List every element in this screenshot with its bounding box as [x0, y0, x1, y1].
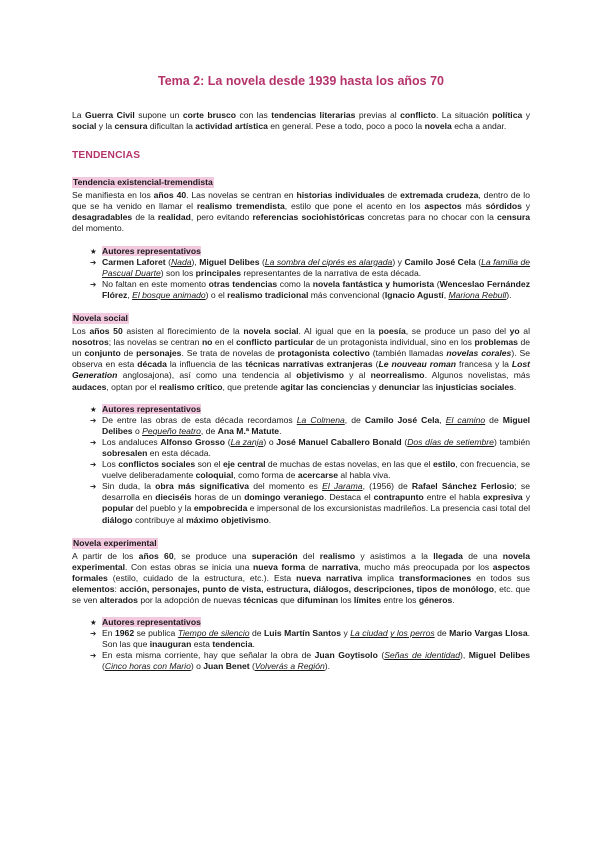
text-run: o: [132, 425, 143, 436]
section-heading: Tendencia existencial-tremendista: [73, 177, 213, 188]
bold-term: tendencia: [212, 639, 253, 650]
text-run: (: [377, 650, 385, 661]
section-body: [72, 190, 530, 234]
text-run: y asistimos a la: [355, 550, 434, 561]
bold-term: conjunto: [84, 348, 121, 359]
bold-term: novela experimental: [72, 550, 530, 572]
book-title: El camino: [445, 414, 486, 425]
text-run: dificultan la: [147, 121, 196, 132]
text-run: que: [277, 595, 298, 605]
text-run: Los: [102, 459, 119, 470]
text-run: De entre las obras de esta década recordamos: [102, 414, 297, 425]
text-run: (también llamadas: [369, 348, 447, 359]
text-run: concretas para no chocar con la: [364, 212, 498, 223]
section-tremendista: [72, 162, 530, 301]
emphasis-term: novelas corales: [446, 348, 512, 359]
text-run: , se produce un paso del: [405, 326, 510, 337]
bold-term: neorrealismo: [370, 370, 425, 381]
bold-term: técnicas: [243, 595, 278, 605]
list-item: [90, 481, 530, 525]
book-title: Volverás a Región: [254, 661, 325, 672]
text-run: en el: [212, 337, 237, 348]
text-run: previas al: [355, 110, 401, 120]
list-item: [90, 257, 530, 279]
bold-term: 1962: [114, 628, 135, 639]
text-run: , pero evitando: [190, 212, 253, 223]
text-run: ,: [439, 414, 446, 425]
bold-term: Camilo José Cela: [404, 256, 476, 267]
bold-term: novela fantástica y humorista: [312, 278, 435, 289]
text-run: ; se desarrolla en: [102, 481, 531, 503]
text-run: (: [401, 436, 408, 447]
section-heading: Novela social: [73, 313, 128, 324]
text-run: e impersonal de los excursionistas madrileños. La presencia casi total del: [247, 503, 531, 514]
text-run: . Con estas obras se inicia una: [125, 561, 254, 572]
text-run: implica: [362, 572, 399, 583]
text-run: francesa y la: [456, 359, 512, 370]
bold-term: Juan Goytisolo: [314, 650, 378, 661]
bold-term: conflicto particular: [236, 337, 314, 348]
text-run: .: [452, 595, 455, 605]
bold-term: aspectos: [424, 201, 462, 212]
bold-term: técnicas narrativas extranjeras: [245, 359, 373, 370]
text-run: En: [102, 628, 115, 639]
text-run: de: [305, 561, 322, 572]
book-title: La Colmena: [296, 414, 345, 425]
text-run: (: [102, 661, 105, 672]
bold-term: objetivismo: [296, 370, 344, 381]
text-run: por la adopción de nuevas: [137, 595, 244, 605]
bold-term: censura: [497, 212, 530, 223]
bold-term: conflictos sociales: [118, 459, 196, 470]
text-run: (estilo, cuidado de la estructura, etc.). Esta: [107, 572, 297, 583]
text-run: representantes de la narrativa de esta década.: [241, 267, 422, 278]
text-run: entre los: [381, 595, 419, 605]
text-run: A partir de los: [72, 550, 139, 561]
text-run: del momento es: [249, 481, 323, 492]
text-run: del momento.: [72, 223, 125, 234]
text-run: de: [384, 190, 401, 201]
bold-term: historias individuales: [296, 190, 385, 201]
bold-term: Juan Benet: [203, 661, 250, 672]
bold-term: acción, personajes, punto de vista, estructura, diálogos, descripciones, tipos de monólogo: [119, 583, 495, 594]
text-run: con las: [236, 110, 272, 120]
text-run: de: [120, 348, 137, 359]
section-body: [72, 551, 530, 606]
text-run: (: [475, 256, 482, 267]
text-run: , se produce una: [173, 550, 252, 561]
bold-term: audaces: [72, 381, 107, 392]
bold-term: contrapunto: [373, 492, 424, 503]
section-heading: Novela experimental: [73, 537, 157, 548]
text-run: , de: [344, 414, 365, 425]
book-title: La zanja: [230, 436, 264, 447]
bold-term: tendencias literarias: [271, 110, 356, 120]
section-body: [72, 326, 530, 393]
bold-term: no: [201, 337, 213, 348]
authors-list: [72, 404, 530, 526]
bold-term: nueva narrativa: [296, 572, 363, 583]
text-run: , mucho más preocupada por los: [358, 561, 493, 572]
book-title: Nada: [170, 256, 192, 267]
bold-term: eje central: [222, 459, 266, 470]
text-run: . Al igual que en la: [298, 326, 379, 337]
bold-term: elementos: [72, 583, 115, 594]
text-run: , como forma de: [233, 470, 298, 481]
bold-term: novela: [424, 121, 452, 132]
text-run: (: [249, 661, 255, 672]
bold-term: novela social: [243, 326, 299, 337]
text-run: , optan por el: [106, 381, 159, 392]
text-run: y: [522, 492, 531, 503]
book-title: El Jarama: [322, 481, 363, 492]
bold-term: Camilo José Cela: [364, 414, 440, 425]
text-run: No faltan en este momento: [102, 278, 209, 289]
bold-term: censura: [114, 121, 148, 132]
text-run: .: [268, 514, 272, 525]
text-run: Sin duda, la: [102, 481, 156, 492]
text-run: ).: [324, 661, 331, 672]
text-run: , con frecuencia, se vuelve deliberadamente: [102, 459, 530, 481]
section-experimental: [72, 526, 530, 673]
text-run: (: [434, 278, 440, 289]
bold-term: Miguel Delibes: [102, 414, 531, 436]
list-item: [90, 415, 530, 437]
bold-term: máximo objetivismo: [186, 514, 269, 525]
bold-term: conflicto: [400, 110, 436, 120]
text-run: , (1956) de: [362, 481, 412, 492]
bold-term: realismo: [319, 550, 356, 561]
bold-term: diálogo: [102, 514, 133, 525]
text-run: ,: [443, 289, 449, 300]
text-run: , dentro de lo que se ha venido en llamar el: [72, 190, 530, 212]
bold-term: inauguran: [149, 639, 192, 650]
bold-term: aspectos formales: [72, 561, 531, 583]
text-run: , estilo que pone el acento en los: [284, 201, 425, 212]
text-run: .: [252, 639, 255, 650]
text-run: del: [297, 550, 320, 561]
bold-term: problemas: [474, 337, 518, 348]
bold-term: obra más significativa: [155, 481, 250, 492]
bold-term: domingo veraniego: [244, 492, 325, 503]
text-run: ) o: [190, 661, 204, 672]
bold-term: social: [72, 121, 97, 132]
text-run: de: [434, 628, 450, 639]
text-run: (: [372, 359, 379, 370]
text-run: como la: [277, 278, 313, 289]
bold-term: estilo: [432, 459, 456, 470]
text-run: ) o: [263, 436, 277, 447]
bold-term: transformaciones: [398, 572, 472, 583]
text-run: y al: [343, 370, 371, 381]
bold-term: actividad artística: [195, 121, 268, 132]
bold-term: sórdidos: [485, 201, 522, 212]
text-run: asisten al florecimiento de la: [122, 326, 244, 337]
text-run: . Las novelas se centran en: [186, 190, 297, 201]
text-run: . Destaca el: [324, 492, 374, 503]
bold-term: géneros: [418, 595, 453, 605]
intro-paragraph: [72, 110, 530, 132]
book-title: Dos días de setiembre: [407, 436, 494, 447]
bold-term: protagonista colectivo: [277, 348, 370, 359]
text-run: y: [521, 201, 531, 212]
text-run: de: [249, 628, 265, 639]
authors-list: [72, 617, 530, 672]
bold-term: Mario Vargas Llosa: [449, 628, 528, 639]
bold-term: realidad: [157, 212, 191, 223]
authors-label: ★ Autores representativos: [90, 404, 530, 415]
book-title: La sombra del ciprés es alargada: [264, 256, 393, 267]
text-run: la influencia de las: [166, 359, 246, 370]
bold-term: injusticias sociales: [435, 381, 514, 392]
text-run: (: [259, 256, 265, 267]
bold-term: llegada: [433, 550, 463, 561]
bold-term: Miguel Delibes: [199, 256, 260, 267]
bold-term: personajes: [136, 348, 182, 359]
bold-term: Ana M.ª Matute: [217, 425, 280, 436]
text-run: en esta década.: [147, 447, 211, 458]
book-title: Cinco horas con Mario: [104, 661, 191, 672]
emphasis-term: Lost Generation: [72, 359, 531, 381]
bold-term: difuminan: [297, 595, 339, 605]
text-run: Se manifiesta en los: [72, 190, 154, 201]
bold-term: desagradables: [72, 212, 133, 223]
text-run: :: [114, 583, 120, 594]
bold-term: corte brusco: [182, 110, 237, 120]
text-run: de muchas de estas novelas, en las que el: [265, 459, 433, 470]
bold-term: acercarse: [297, 470, 339, 481]
text-run: se publica: [134, 628, 178, 639]
text-run: de una: [462, 550, 503, 561]
bold-term: referencias sociohistóricas: [252, 212, 365, 223]
text-run: al habla viva.: [338, 470, 391, 481]
bold-term: década: [137, 359, 167, 370]
document-title: Tema 2: La novela desde 1939 hasta los años 70: [157, 74, 444, 88]
bold-term: popular: [102, 503, 134, 514]
bold-term: extremada crudeza: [400, 190, 479, 201]
text-run: más: [461, 201, 486, 212]
text-run: de: [485, 414, 503, 425]
text-run: (: [165, 256, 171, 267]
authors-list: [72, 246, 530, 301]
text-run: ; las novelas se centran: [108, 337, 202, 348]
bold-term: expresiva: [483, 492, 523, 503]
bold-term: política: [492, 110, 523, 120]
bold-term: realismo crítico: [158, 381, 223, 392]
text-run: entre el habla: [423, 492, 484, 503]
text-run: ) y: [392, 256, 405, 267]
text-run: de un protagonista individual, sino en los: [313, 337, 475, 348]
text-run: (: [225, 436, 231, 447]
book-title: Señas de identidad: [384, 650, 460, 661]
book-title: Pequeño teatro: [142, 425, 201, 436]
text-run: supone un: [134, 110, 183, 120]
text-run: de un: [72, 337, 530, 359]
text-run: echa a andar.: [451, 121, 507, 132]
bold-term: sobresalen: [102, 447, 148, 458]
book-title: La ciudad y los perros: [350, 628, 435, 639]
text-run: , de: [200, 425, 218, 436]
text-run: ),: [459, 650, 469, 661]
bold-term: poesía: [378, 326, 406, 337]
bold-term: alterados: [99, 595, 138, 605]
bold-term: empobrecida: [193, 503, 248, 514]
book-title: El bosque animado: [132, 289, 206, 300]
bold-term: años 50: [89, 326, 123, 337]
book-title: Tiempo de silencio: [177, 628, 250, 639]
bold-term: años 60: [138, 550, 174, 561]
bold-term: superación: [251, 550, 298, 561]
list-item: [90, 459, 530, 481]
bold-term: principales: [195, 267, 242, 278]
authors-label: ★ Autores representativos: [90, 617, 530, 628]
bold-term: Ignacio Agustí: [384, 289, 444, 300]
text-run: son el: [195, 459, 223, 470]
section-social: [72, 301, 530, 526]
text-run: en todos sus: [471, 572, 530, 583]
text-run: contribuye al: [132, 514, 187, 525]
bold-term: años 40: [153, 190, 187, 201]
list-item: [90, 437, 530, 459]
text-run: los: [338, 595, 354, 605]
text-run: . La situación: [435, 110, 493, 120]
bold-term: Guerra Civil: [85, 110, 135, 120]
text-run: y: [522, 110, 531, 120]
text-run: . Algunos novelistas, más: [424, 370, 530, 381]
text-run: ). Se observa en esta: [72, 348, 530, 370]
list-item: [90, 279, 530, 301]
book-title: Mariona Rebull: [448, 289, 507, 300]
text-run: en general. Pese a todo, poco a poco la: [267, 121, 425, 132]
bold-term: José Manuel Caballero Bonald: [276, 436, 402, 447]
list-item: [90, 650, 530, 672]
text-run: Los: [72, 326, 90, 337]
bold-term: Miguel Delibes: [468, 650, 531, 661]
text-run: del pueblo y la: [133, 503, 194, 514]
text-run: ) o el: [205, 289, 228, 300]
text-run: al: [519, 326, 530, 337]
text-run: de la: [132, 212, 158, 223]
text-run: y: [369, 381, 379, 392]
list-item: [90, 628, 530, 650]
text-run: .: [279, 425, 282, 436]
text-run: más convencional (: [308, 289, 385, 300]
book-title: La familia de Pascual Duarte: [102, 256, 531, 278]
bold-term: narrativa: [321, 561, 359, 572]
text-run: horas de un: [191, 492, 245, 503]
tendencias-heading: TENDENCIAS: [72, 150, 141, 162]
bold-term: yo: [509, 326, 520, 337]
text-run: las: [419, 381, 436, 392]
text-run: . Se trata de novelas de: [181, 348, 278, 359]
text-run: ,: [127, 289, 133, 300]
bold-term: Luis Martín Santos: [264, 628, 342, 639]
emphasis-term: Le nouveau roman: [378, 359, 457, 370]
text-run: . Son las que: [102, 628, 531, 650]
text-run: , que pretende: [222, 381, 281, 392]
text-run: esta: [191, 639, 213, 650]
text-run: y la: [96, 121, 115, 132]
bold-term: coloquial: [195, 470, 234, 481]
text-run: ).: [506, 289, 512, 300]
text-run: Los andaluces: [102, 436, 161, 447]
text-run: ),: [191, 256, 200, 267]
text-run: y: [341, 628, 351, 639]
bold-term: denunciar: [378, 381, 420, 392]
text-run: .: [513, 381, 517, 392]
bold-term: Rafael Sánchez Ferlosio: [411, 481, 515, 492]
text-run: , etc. que se ven: [72, 583, 530, 605]
bold-term: realismo tremendista: [196, 201, 285, 212]
bold-term: Carmen Laforet: [102, 256, 166, 267]
text-run: ) son los: [160, 267, 196, 278]
bold-term: dieciséis: [155, 492, 192, 503]
text-run: ) también: [493, 436, 531, 447]
bold-term: Alfonso Grosso: [160, 436, 226, 447]
bold-term: Wenceslao Fernández Flórez: [102, 278, 530, 300]
bold-term: nosotros: [72, 337, 109, 348]
bold-term: nueva forma: [253, 561, 306, 572]
bold-term: otras tendencias: [208, 278, 278, 289]
bold-term: agitar las conciencias: [280, 381, 370, 392]
bold-term: límites: [353, 595, 382, 605]
bold-term: realismo tradicional: [227, 289, 309, 300]
authors-label: ★ Autores representativos: [90, 246, 530, 257]
text-run: anglosajona), así como una tendencia al: [117, 370, 297, 381]
text-run: En esta misma corriente, hay que señalar la obra de: [102, 650, 315, 661]
text-run: La: [72, 110, 86, 120]
